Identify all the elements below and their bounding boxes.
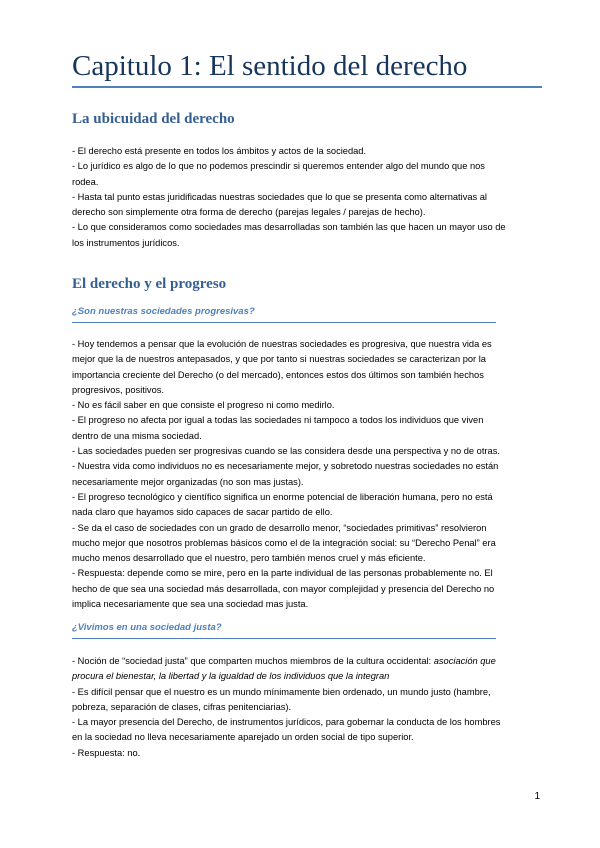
- text-line: mucho menos desarrollado que el nuestro, pero también menos cruel y más eficiente.: [72, 553, 426, 564]
- text-line: nada claro que hayamos sido capaces de sacar partido de ello.: [72, 507, 333, 518]
- text-line: - Hasta tal punto estas juridificadas nuestras sociedades que lo que se presenta como alternativas al: [72, 191, 487, 202]
- text-line: mejor que la de nuestros antepasados, y que por tanto si nuestras sociedades se caracterizan por la: [72, 354, 486, 365]
- subsection-heading-justa: ¿Vivimos en una sociedad justa?: [72, 622, 222, 633]
- text-line: - Es difícil pensar que el nuestro es un mundo mínimamente bien ordenado, un mundo justo (hambre,: [72, 686, 491, 697]
- subsection-justa-body: [72, 654, 542, 761]
- text-line: - El derecho está presente en todos los ámbitos y actos de la sociedad.: [72, 146, 367, 156]
- text-line: progresivos, positivos.: [72, 384, 164, 395]
- text-line: - No es fácil saber en que consiste el progreso ni como medirlo.: [72, 400, 335, 411]
- page-number: 1: [534, 791, 540, 802]
- text-line: - Hoy tendemos a pensar que la evolución de nuestras sociedades es progresiva, que nuestra vida es: [72, 339, 492, 349]
- subsection-heading-progresivas: ¿Son nuestras sociedades progresivas?: [72, 306, 255, 317]
- subsection-underline: [72, 638, 496, 639]
- text-line: - Nuestra vida como individuos no es necesariamente mejor, y sobretodo nuestras sociedades no están: [72, 461, 499, 472]
- text-line: importancia creciente del Derecho (o del mercado), entonces estos dos últimos son también hechos: [72, 369, 484, 380]
- text-line: - Lo que consideramos como sociedades mas desarrolladas son también las que hacen un mayor uso de: [72, 222, 506, 233]
- text-line: - Respuesta: depende como se mire, pero en la parte individual de las personas probablemente no. El: [72, 568, 493, 579]
- text-line: hecho de que sea una sociedad más desarrollada, con mayor complejidad y presencia del Derecho no: [72, 583, 495, 594]
- text-line: - El progreso tecnológico y científico significa un enorme potencial de liberación humana, pero no está: [72, 491, 493, 502]
- text-line: necesariamente mejor organizadas (no son mas justas).: [72, 476, 304, 487]
- text-line: - Respuesta: no.: [72, 747, 141, 758]
- text-line: - Las sociedades pueden ser progresivas cuando se las considera desde una perspectiva y no de otras.: [72, 446, 500, 457]
- text-line: en la sociedad no lleva necesariamente aparejado un orden social de tipo superior.: [72, 732, 414, 743]
- section-heading-progreso: El derecho y el progreso: [72, 276, 227, 292]
- text-line: [72, 654, 542, 669]
- text-line: - Lo jurídico es algo de lo que no podemos prescindir si queremos entender algo del mundo que nos: [72, 161, 485, 172]
- nocion-emphasis-line: procura el bienestar, la libertad y la igualdad de los individuos que la integran: [72, 671, 390, 682]
- section-ubicuidad-body: [72, 144, 542, 251]
- text-line: los instrumentos jurídicos.: [72, 237, 180, 248]
- text-line: - El progreso no afecta por igual a todas las sociedades ni tampoco a todos los individuos que viven: [72, 415, 484, 426]
- nocion-emphasis: asociación que: [433, 656, 496, 666]
- text-line: derecho son simplemente otra forma de derecho (parejas legales / parejas de hecho).: [72, 207, 426, 218]
- text-line: - La mayor presencia del Derecho, de instrumentos jurídicos, para gobernar la conducta de los hombres: [72, 717, 501, 728]
- section-heading-ubicuidad: La ubicuidad del derecho: [72, 111, 235, 127]
- text-line: rodea.: [72, 176, 99, 187]
- title-underline: [72, 86, 542, 88]
- text-line: pobreza, separación de clases, cifras penitenciarias).: [72, 701, 292, 712]
- subsection-underline: [72, 322, 496, 323]
- text-line: mucho mejor que nosotros problemas básicos como el de la integración social: su “Derecho Penal” era: [72, 537, 496, 548]
- document-title: Capitulo 1: El sentido del derecho: [72, 50, 468, 82]
- nocion-prefix: - Noción de “sociedad justa” que comparten muchos miembros de la cultura occidental:: [72, 656, 434, 666]
- text-line: - Se da el caso de sociedades con un grado de desarrollo menor, “sociedades primitivas” resolvieron: [72, 522, 487, 533]
- text-line: dentro de una misma sociedad.: [72, 430, 202, 441]
- text-line: implica necesariamente que sea una sociedad mas justa.: [72, 599, 309, 610]
- subsection-progresivas-body: [72, 337, 542, 612]
